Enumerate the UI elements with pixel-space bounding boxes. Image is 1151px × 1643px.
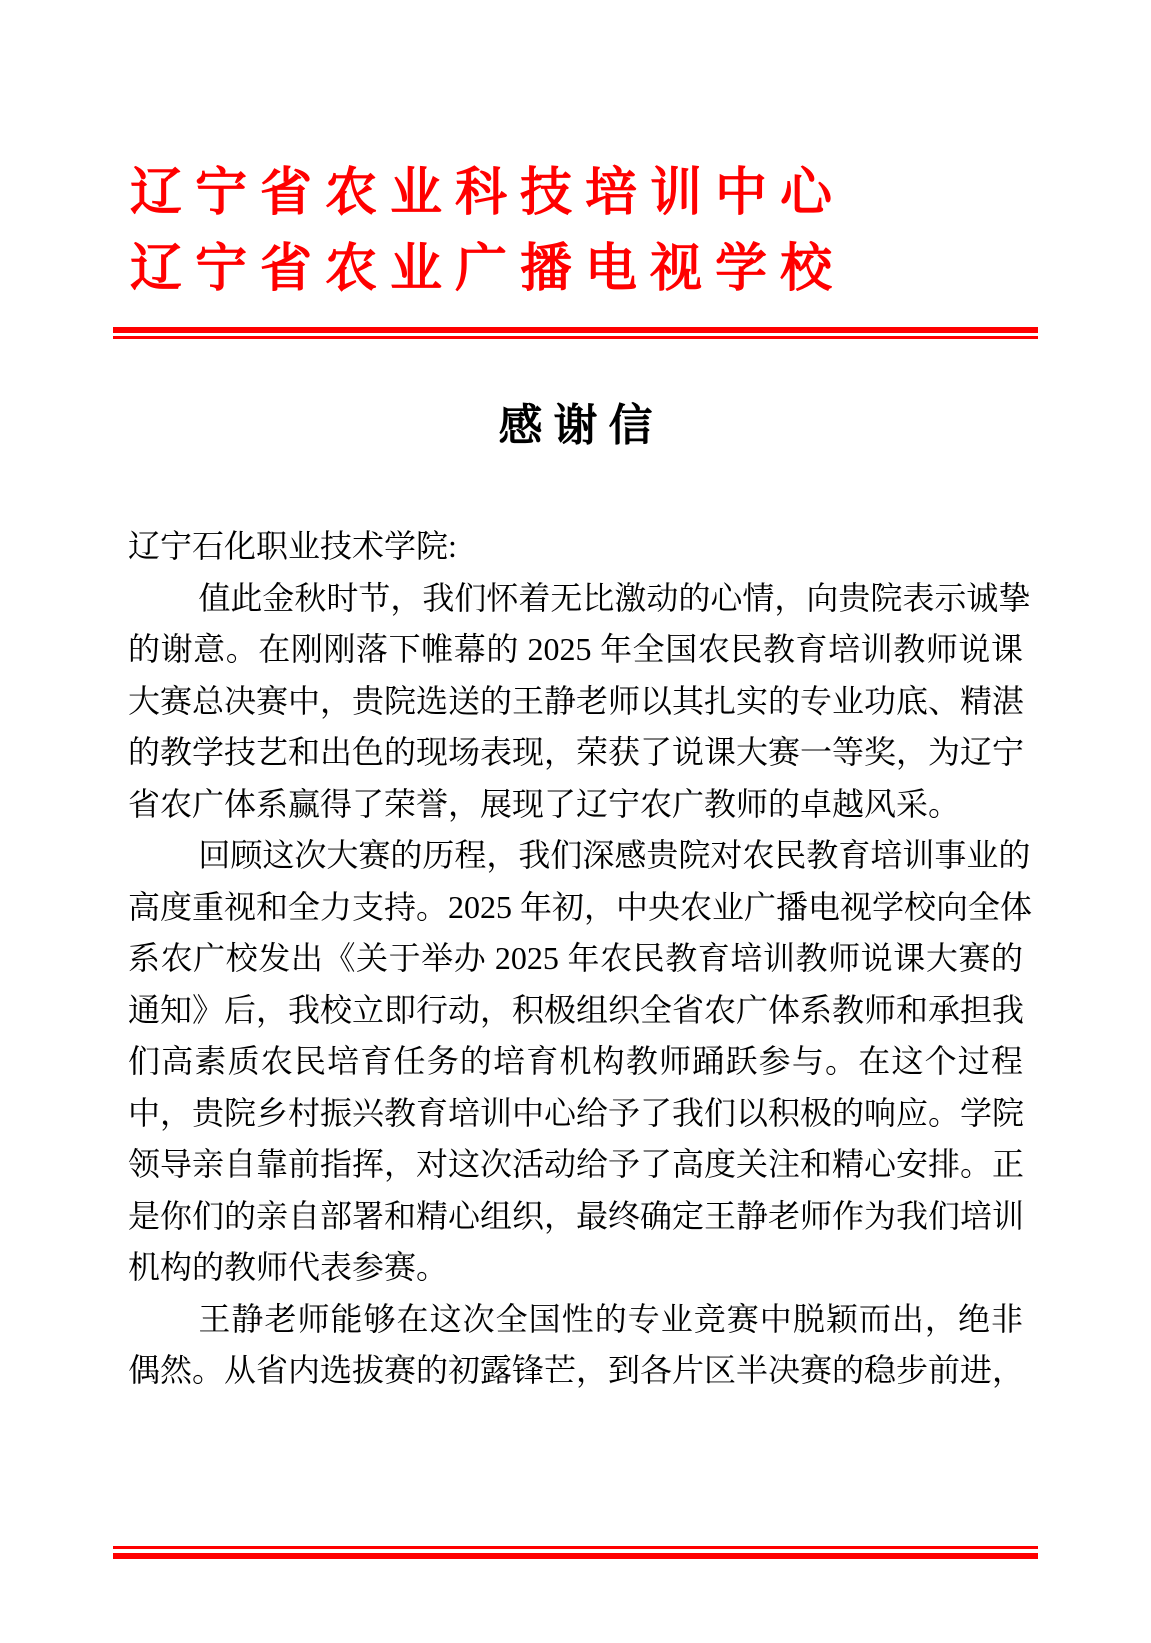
body-line: 省农广体系赢得了荣誉，展现了辽宁农广教师的卓越风采。 xyxy=(128,785,961,822)
body-line: 值此金秋时节，我们怀着无比激动的心情，向贵院表示诚挚 xyxy=(198,579,1031,616)
body-line: 通知》后，我校立即行动，积极组织全省农广体系教师和承担我 xyxy=(128,991,1025,1028)
body-line: 是你们的亲自部署和精心组织，最终确定王静老师作为我们培训 xyxy=(128,1197,1025,1234)
body-line: 们高素质农民培育任务的培育机构教师踊跃参与。在这个过程 xyxy=(128,1043,1023,1079)
letterhead-line-1: 辽 宁 省 农 业 科 技 培 训 中 心 xyxy=(130,165,833,222)
footer-rule-thick xyxy=(113,1553,1038,1559)
footer-rule-thin xyxy=(113,1546,1038,1549)
letter-body xyxy=(128,521,1033,1397)
body-line: 领导亲自靠前指挥，对这次活动给予了高度关注和精心安排。正 xyxy=(128,1146,1025,1182)
body-line: 中，贵院乡村振兴教育培训中心给予了我们以积极的响应。学院 xyxy=(128,1094,1025,1131)
header-rule-thin xyxy=(113,336,1038,339)
body-line: 回顾这次大赛的历程，我们深感贵院对农民教育培训事业的 xyxy=(198,837,1031,873)
letterhead xyxy=(130,156,1007,308)
footer-double-rule xyxy=(113,1546,1038,1559)
body-line: 高度重视和全力支持。2025 年初，中央农业广播电视学校向全体 xyxy=(128,888,1033,925)
body-line: 偶然。从省内选拔赛的初露锋芒，到各片区半决赛的稳步前进， xyxy=(128,1352,1025,1388)
letter-title: 感 谢 信 xyxy=(498,401,653,450)
body-line: 的教学技艺和出色的现场表现，荣获了说课大赛一等奖，为辽宁 xyxy=(128,734,1025,770)
body-line: 机构的教师代表参赛。 xyxy=(128,1249,449,1285)
header-rule-thick xyxy=(113,327,1038,333)
header-double-rule xyxy=(113,327,1038,339)
body-line: 系农广校发出《关于举办 2025 年农民教育培训教师说课大赛的 xyxy=(128,940,1023,976)
body-line: 大赛总决赛中，贵院选送的王静老师以其扎实的专业功底、精湛 xyxy=(128,682,1025,719)
letterhead-line-2: 辽 宁 省 农 业 广 播 电 视 学 校 xyxy=(130,241,833,298)
salutation-line: 辽宁石化职业技术学院: xyxy=(128,528,457,564)
body-line: 的谢意。在刚刚落下帷幕的 2025 年全国农民教育培训教师说课 xyxy=(128,631,1023,667)
body-line: 王静老师能够在这次全国性的专业竞赛中脱颖而出，绝非 xyxy=(198,1300,1023,1337)
